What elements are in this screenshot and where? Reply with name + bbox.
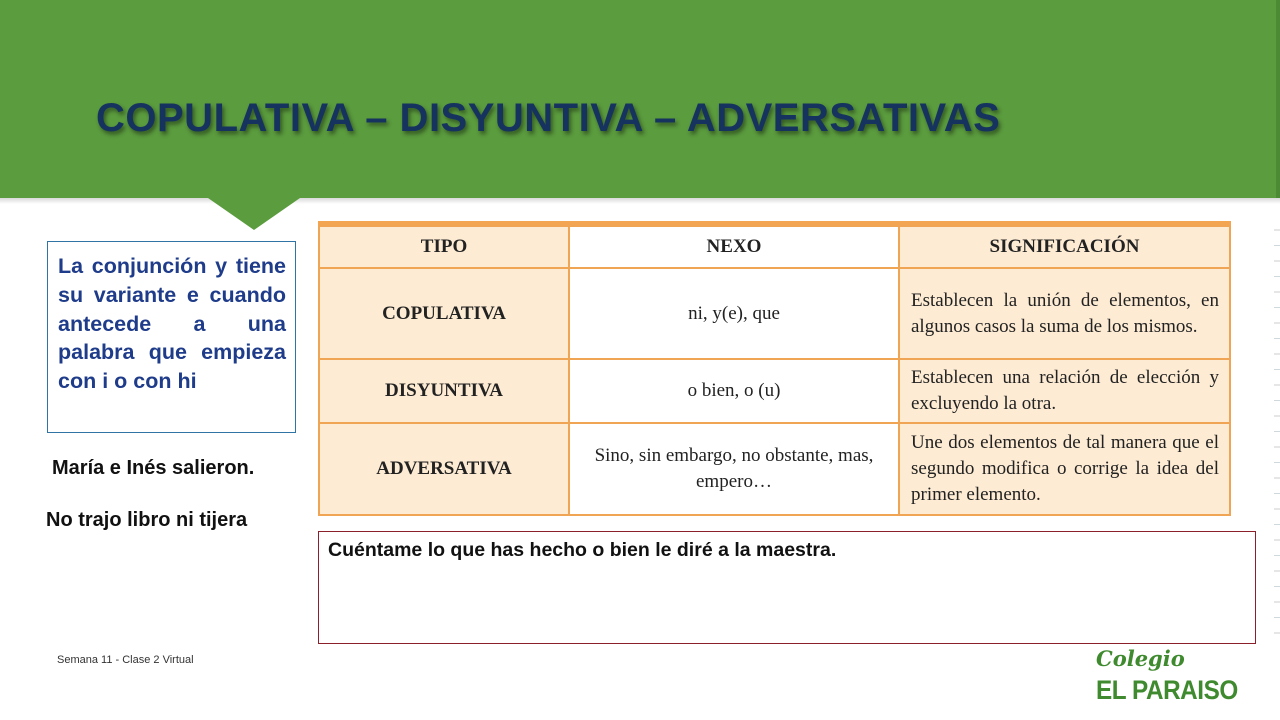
header-notch [208,198,300,230]
edge-line [1276,0,1280,198]
side-edge-strip [1274,215,1280,645]
significacion-cell: Une dos elementos de tal manera que el segundo modifica o corrige la idea del primer elemento. [899,423,1230,515]
header-nexo: NEXO [569,226,899,268]
header-tipo: TIPO [319,226,569,268]
logo-line-1: Colegio [1096,646,1185,671]
nexo-cell: o bien, o (u) [569,359,899,423]
example-sentence-2: No trajo libro ni tijera [46,509,248,531]
table-row [319,268,1230,359]
footer-label: Semana 11 - Clase 2 Virtual [57,654,194,666]
header-shadow [0,198,1280,204]
table-header-row [319,226,1230,268]
significacion-cell: Establecen una relación de elección y excluyendo la otra. [899,359,1230,423]
logo-line-2: EL PARAISO [1096,675,1238,705]
example-sentence-1: María e Inés salieron. [52,457,255,479]
conjunction-table [318,221,1231,516]
school-logo [1094,646,1238,710]
tipo-cell: COPULATIVA [319,268,569,359]
tipo-cell: ADVERSATIVA [319,423,569,515]
nexo-cell: ni, y(e), que [569,268,899,359]
conjunction-note: La conjunción y tiene su variante e cuando antecede a una palabra que empieza con i o con hi [47,241,296,433]
table-row [319,423,1230,515]
example-sentence-box: Cuéntame lo que has hecho o bien le diré a la maestra. [318,531,1256,644]
slide-title: COPULATIVA – DISYUNTIVA – ADVERSATIVAS [96,96,1001,140]
header-significacion: SIGNIFICACIÓN [899,226,1230,268]
tipo-cell: DISYUNTIVA [319,359,569,423]
nexo-cell: Sino, sin embargo, no obstante, mas, empero… [569,423,899,515]
significacion-cell: Establecen la unión de elementos, en algunos casos la suma de los mismos. [899,268,1230,359]
table-row [319,359,1230,423]
